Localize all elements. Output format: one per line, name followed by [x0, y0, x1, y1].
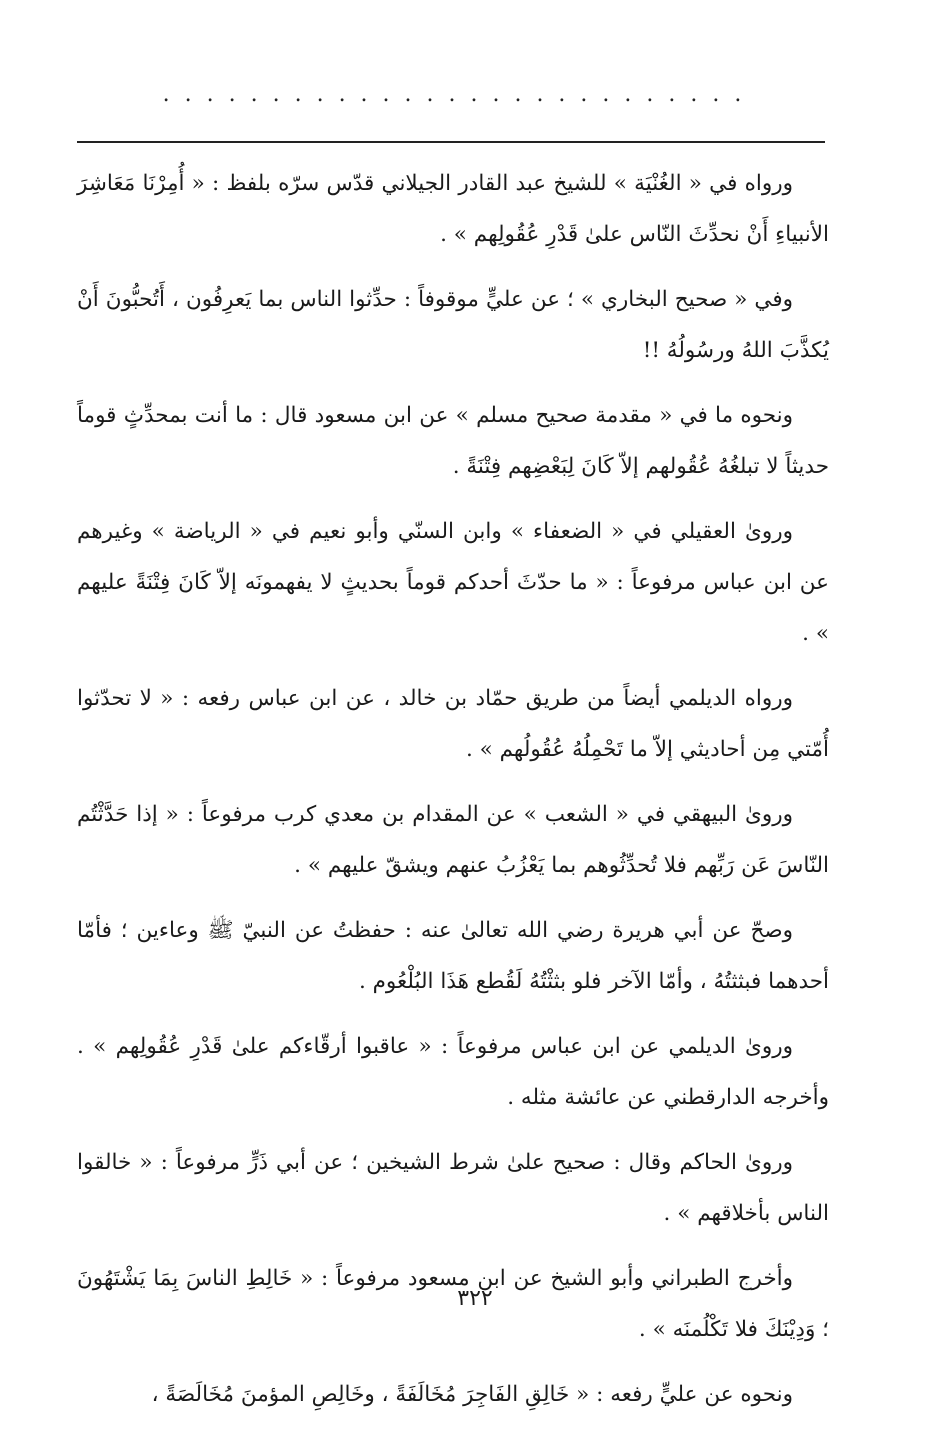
header-rule: [77, 141, 825, 143]
main-text: [77, 158, 829, 1434]
paragraph: وروىٰ الحاكم وقال : صحيح علىٰ شرط الشيخين ؛ عن أبي ذَرٍّ مرفوعاً : « خالقوا الناس بأخلاقهم » .: [77, 1150, 829, 1226]
paragraph: ونحوه عن عليٍّ رفعه : « خَالِقِ الفَاجِرَ مُخَالَفَةً ، وخَالِصِ المؤمنَ مُخَالَصَةً ،: [151, 1382, 793, 1407]
page-number: ٣٢٢: [457, 1286, 493, 1311]
paragraph: وروىٰ الديلمي عن ابن عباس مرفوعاً : « عاقبوا أرقّاءكم علىٰ قَدْرِ عُقُولِهم » . وأخرجه الدارقطني عن عائشة مثله .: [77, 1034, 829, 1110]
paragraph: وروىٰ البيهقي في « الشعب » عن المقدام بن معدي كرب مرفوعاً : « إذا حَدَّثْتُم النّاسَ عَن رَبِّهم فلا تُحدِّثُوهم بما يَعْزُبُ عنهم ويشقّ عليهم » .: [77, 802, 829, 878]
paragraph: وصحّ عن أبي هريرة رضي الله تعالىٰ عنه : حفظتُ عن النبيّ ﷺ وعاءين ؛ فأمّا أحدهما فبثثتُهُ ، وأمّا الآخر فلو بثثْتُهُ لَقُطع هَذَا البُلْعُوم .: [77, 918, 829, 994]
paragraph: ورواه في « الغُنْيَة » للشيخ عبد القادر الجيلاني قدّس سرّه بلفظ : « أُمِرْنَا مَعَاشِرَ الأنبياءِ أَنْ نحدِّثَ النّاس علىٰ قَدْرِ عُقُولِهم » .: [77, 171, 829, 247]
paragraph: ورواه الديلمي أيضاً من طريق حمّاد بن خالد ، عن ابن عباس رفعه : « لا تحدّثوا أُمّتي مِن أحاديثي إلاّ ما تَحْمِلُهُ عُقُولُهم » .: [77, 686, 829, 762]
paragraph: ونحوه ما في « مقدمة صحيح مسلم » عن ابن مسعود قال : ما أنت بمحدِّثٍ قوماً حديثاً لا تبلغُهُ عُقُولهم إلاّ كَانَ لِبَعْضِهم فِتْنَةً .: [77, 403, 829, 479]
paragraph: وأخرج الطبراني وأبو الشيخ عن ابن مسعود مرفوعاً : « خَالِطِ الناسَ بِمَا يَشْتَهُونَ ؛ وَدِيْنَكَ فلا تَكْلُمنَه » .: [77, 1266, 829, 1342]
paragraph: وفي « صحيح البخاري » ؛ عن عليٍّ موقوفاً : حدِّثوا الناس بما يَعرِفُون ، أَتُحبُّونَ أَنْ يُكذَّبَ اللهُ ورسُولُهُ !!: [77, 287, 829, 363]
header-dotted-line: . . . . . . . . . . . . . . . . . . . . . . . . . . .: [162, 82, 746, 107]
paragraph: وروىٰ العقيلي في « الضعفاء » وابن السنّي وأبو نعيم في « الرياضة » وغيرهم عن ابن عباس مرفوعاً : « ما حدّثَ أحدكم قوماً بحديثٍ لا يفهمونَه إلاّ كَانَ فِتْنَةً عليهم » .: [77, 519, 829, 646]
